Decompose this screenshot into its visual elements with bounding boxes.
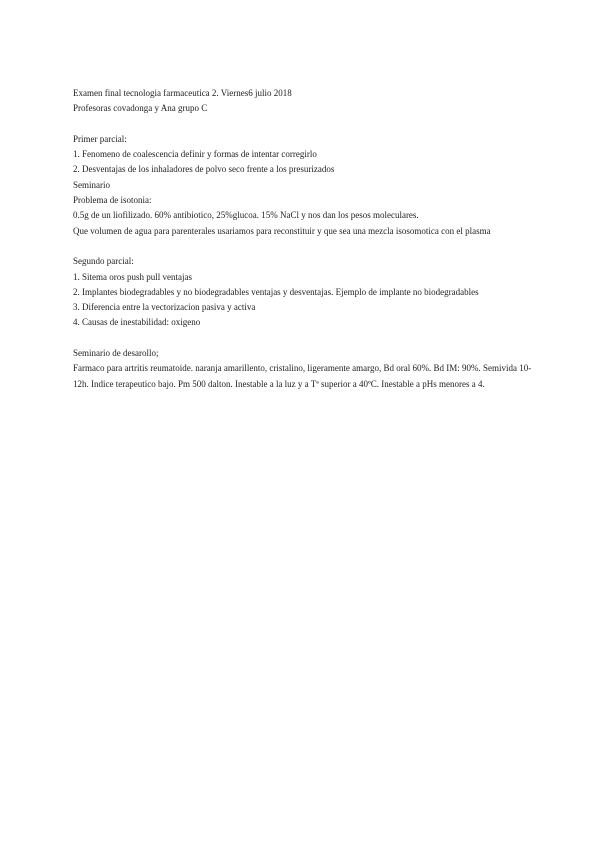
primer-parcial-item-2: 2. Desventajas de los inhaladores de polvo seco frente a los presurizados [73,164,335,175]
primer-parcial-heading: Primer parcial: [73,133,127,144]
seminario-label: Seminario [73,179,110,190]
primer-parcial-section [73,132,533,239]
spacer [73,331,533,346]
seminario-desarrollo-text: Farmaco para artritis reumatoide. naranja amarillento, cristalino, ligeramente amargo, Bd oral 60%. Bd IM: 90%. Semivida 10-12h. Indice terapeutico bajo. Pm 500 dalton. Inestable a la luz y a Tª superior a 40ºC. Inestable a pHs menores a 4. [73,363,532,389]
segundo-parcial-item-2: 2. Implantes biodegradables y no biodegradables ventajas y desventajas. Ejemplo de implante no biodegradables [73,286,479,297]
exam-subtitle: Profesoras covadonga y Ana grupo C [73,103,208,114]
spacer [73,239,533,254]
document-body [73,86,533,392]
problem-title: Problema de isotonia: [73,195,152,206]
problem-line-2: Que volumen de agua para parenterales usariamos para reconstituir y que sea una mezcla isosomotica con el plasma [73,225,491,236]
segundo-parcial-item-3: 3. Diferencia entre la vectorizacion pasiva y activa [73,302,256,313]
seminario-desarrollo-heading: Seminario de desarollo; [73,348,159,359]
segundo-parcial-item-1: 1. Sitema oros push pull ventajas [73,271,192,282]
primer-parcial-item-1: 1. Fenomeno de coalescencia definir y formas de intentar corregirlo [73,149,317,160]
exam-title: Examen final tecnologia farmaceutica 2. Viernes6 julio 2018 [73,88,292,98]
segundo-parcial-item-4: 4. Causas de inestabilidad: oxigeno [73,317,201,328]
seminario-desarrollo-section [73,346,533,392]
problem-line-1: 0.5g de un liofilizado. 60% antibiotico, 25%glucoa. 15% NaCl y nos dan los pesos moleculares. [73,210,419,221]
segundo-parcial-heading: Segundo parcial: [73,256,134,267]
segundo-parcial-section [73,254,533,330]
spacer [73,117,533,132]
